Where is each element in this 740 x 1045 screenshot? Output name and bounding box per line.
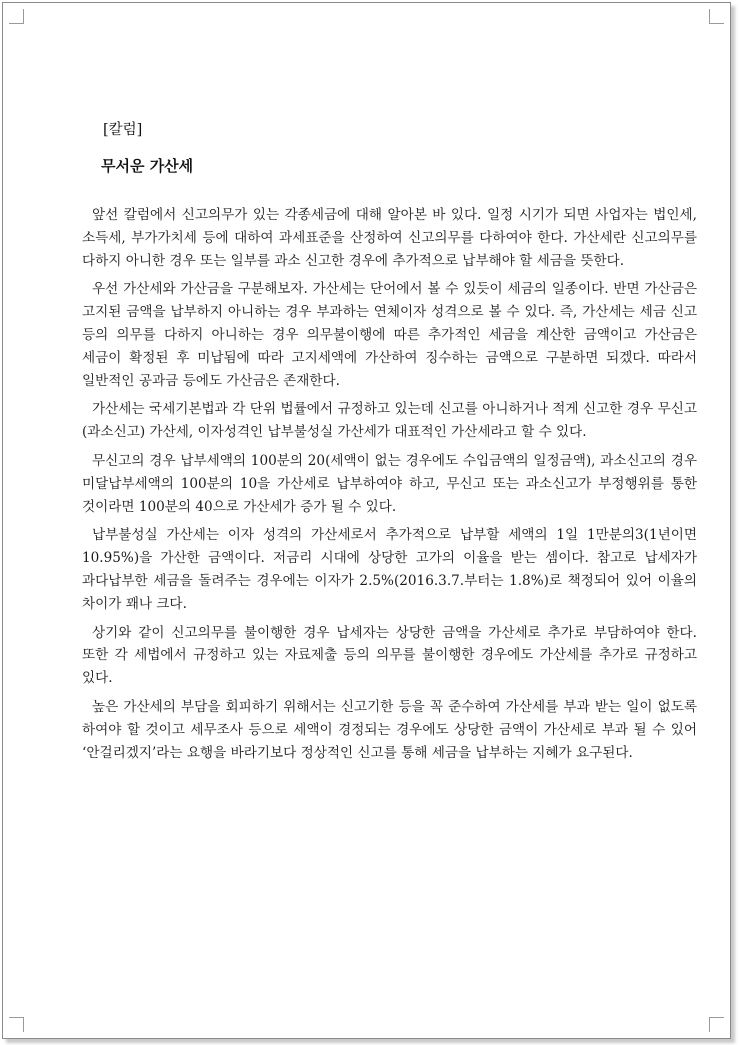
paragraph-2: 우선 가산세와 가산금을 구분해보자. 가산세는 단어에서 볼 수 있듯이 세금의 일종이다. 반면 가산금은 고지된 금액을 납부하지 아니하는 경우 부과하는 연체이자 성격으로 볼 수 있다. 즉, 가산세는 세금 신고 등의 의무를 다하지 아니하는 경우 의무불이행에 따른 추가적인 세금을 계산한 금액이고 가산금은 세금이 확정된 후 미납됨에 따라 고지세액에 가산하여 징수하는 금액으로 구분하면 되겠다. 따라서 일반적인 공과금 등에도 가산금은 존재한다. [82, 281, 697, 389]
paragraph-5: 납부불성실 가산세는 이자 성격의 가산세로서 추가적으로 납부할 세액의 1일 1만분의3(1년이면 10.95%)을 가산한 금액이다. 저금리 시대에 상당한 고가의 이율을 받는 셈이다. 참고로 납세자가 과다납부한 세금을 돌려주는 경우에는 이자가 2.5%(2016.3.7.부터는 1.8%)로 책정되어 있어 이율의 차이가 꽤나 크다. [82, 527, 697, 612]
article-title: 무서운 가산세 [101, 157, 194, 175]
paragraph-6: 상기와 같이 신고의무를 불이행한 경우 납세자는 상당한 금액을 가산세로 추가로 부담하여야 한다. 또한 각 세법에서 규정하고 있는 자료제출 등의 의무를 불이행한 경우에도 가산세를 추가로 규정하고 있다. [82, 624, 697, 687]
paragraph-7: 높은 가산세의 부담을 회피하기 위해서는 신고기한 등을 꼭 준수하여 가산세를 부과 받는 일이 없도록 하여야 할 것이고 세무조사 등으로 세액이 경정되는 경우에도 상당한 금액이 가산세로 부과 될 수 있어 ‘안걸리겠지’라는 요행을 바라기보다 정상적인 신고를 통해 세금을 납부하는 지혜가 요구된다. [82, 698, 697, 761]
article-category: [칼럼] [103, 122, 143, 138]
crop-mark-top-left [9, 9, 24, 24]
article-body [82, 204, 697, 770]
paragraph-4: 무신고의 경우 납부세액의 100분의 20(세액이 없는 경우에도 수입금액의 일정금액), 과소신고의 경우 미달납부세액의 100분의 10을 가산세로 납부하여야 하고, 무신고 또는 과소신고가 부정행위를 통한 것이라면 100분의 40으로 가산세가 증가 될 수 있다. [82, 452, 697, 515]
paragraph-1: 앞선 칼럼에서 신고의무가 있는 각종세금에 대해 알아본 바 있다. 일정 시기가 되면 사업자는 법인세, 소득세, 부가가치세 등에 대하여 과세표준을 산정하여 신고의무를 다하여야 한다. 가산세란 신고의무를 다하지 아니한 경우 또는 일부를 과소 신고한 경우에 추가적으로 납부해야 할 세금을 뜻한다. [82, 207, 698, 269]
article-header [103, 118, 193, 176]
crop-mark-top-right [709, 9, 724, 24]
paragraph-3: 가산세는 국세기본법과 각 단위 법률에서 규정하고 있는데 신고를 아니하거나 적게 신고한 경우 무신고(과소신고) 가산세, 이자성격인 납부불성실 가산세가 대표적인 가산세라고 할 수 있다. [82, 401, 697, 441]
crop-mark-bottom-right [709, 1017, 724, 1032]
crop-mark-bottom-left [9, 1017, 24, 1032]
